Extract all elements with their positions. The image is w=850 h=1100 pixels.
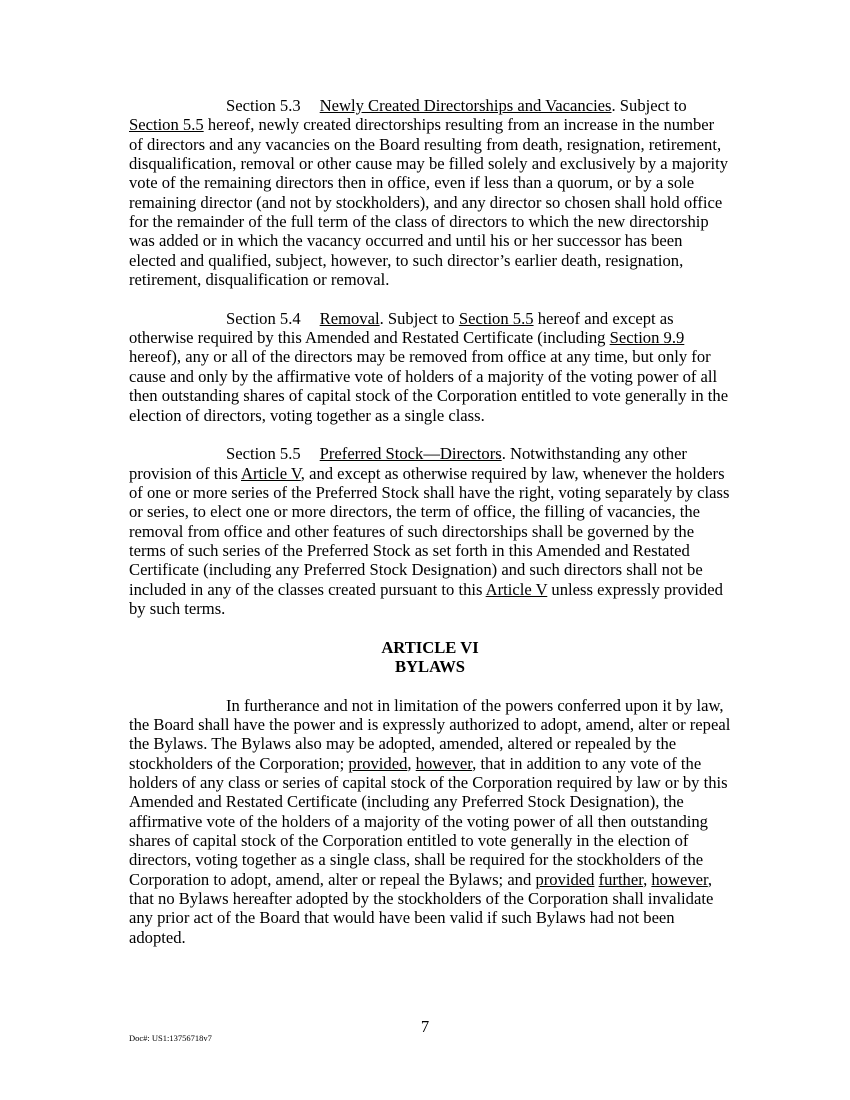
text-segment: Section 5.4 bbox=[226, 308, 301, 328]
underlined-text-segment: Article V bbox=[485, 579, 548, 599]
text-segment: . Subject to bbox=[379, 308, 459, 328]
text-segment: , bbox=[643, 869, 652, 889]
paragraph-article-vi-body bbox=[129, 696, 731, 947]
paragraph-section-5-4 bbox=[129, 309, 731, 425]
text-segment: Section 5.5 bbox=[226, 444, 301, 464]
text-segment: , bbox=[407, 753, 416, 773]
text-segment: , that no Bylaws hereafter adopted by the stockholders of the Corporation shall invalidate any prior act of the Board that would have been valid if such Bylaws had not been adopted. bbox=[129, 869, 714, 947]
article-vi-heading bbox=[129, 638, 731, 677]
underlined-text-segment: however bbox=[415, 753, 473, 773]
underlined-text-segment: Article V bbox=[241, 463, 301, 483]
underlined-text-segment: Section 9.9 bbox=[609, 328, 685, 348]
underlined-text-segment: further bbox=[598, 869, 644, 889]
text-segment: , that in addition to any vote of the holders of any class or series of capital stock of the Corporation required by law or by this Amended and Restated Certificate (including any Preferred Stock Designation), the affirmative vote of the holders of a majority of the voting power of all then outstanding shares of capital stock of the Corporation entitled to vote generally in the election of directors, voting together as a single class, shall be required for the stockholders of the Corporation to adopt, amend, alter or repeal the Bylaws; and bbox=[129, 753, 728, 889]
text-segment: In furtherance and not in limitation of the powers conferred upon it by law, the Board shall have the power and is expressly authorized to adopt, amend, alter or repeal the Bylaws. The Bylaws also may be adopted, amended, altered or repealed by the stockholders of the Corporation; bbox=[129, 695, 731, 773]
underlined-text-segment: provided bbox=[535, 869, 595, 889]
text-segment: . Notwithstanding any other provision of this bbox=[129, 444, 687, 483]
text-segment: . Subject to bbox=[611, 96, 687, 115]
text-segment: unless expressly provided by such terms. bbox=[129, 579, 723, 618]
paragraph-section-5-3 bbox=[129, 96, 731, 289]
underlined-text-segment: Preferred Stock—Directors bbox=[319, 444, 502, 464]
page-number: 7 bbox=[420, 1017, 430, 1036]
underlined-text-segment: Section 5.5 bbox=[458, 308, 534, 328]
text-segment: Section 5.3 bbox=[226, 96, 301, 115]
underlined-text-segment: Newly Created Directorships and Vacancies bbox=[319, 96, 612, 115]
text-segment: hereof, newly created directorships resulting from an increase in the number of directors and any vacancies on the Board resulting from death, resignation, retirement, disqualification, removal or other cause may be filled solely and exclusively by a majority vote of the remaining directors then in office, even if less than a quorum, or by a sole remaining director (and not by stockholders), and any director so chosen shall hold office for the remainder of the full term of the class of directors to which the new directorship was added or in which the vacancy occurred and until his or her successor has been elected and qualified, subject, however, to such director’s earlier death, resignation, retirement, disqualification or removal. bbox=[129, 115, 729, 290]
underlined-text-segment: provided bbox=[348, 753, 408, 773]
doc-id-footer: Doc#: US1:13756718v7 bbox=[129, 1033, 212, 1043]
article-subtitle: BYLAWS bbox=[394, 656, 466, 676]
text-segment: hereof and except as otherwise required by this Amended and Restated Certificate (including bbox=[129, 308, 674, 348]
underlined-text-segment: Section 5.5 bbox=[129, 115, 204, 135]
document-body bbox=[129, 96, 731, 966]
article-title: ARTICLE VI bbox=[381, 637, 479, 657]
underlined-text-segment: however bbox=[651, 869, 708, 889]
text-segment: , and except as otherwise required by law, whenever the holders of one or more series of the Preferred Stock shall have the right, voting separately by class or series, to elect one or more directors, the term of office, the filling of vacancies, the removal from office and other features of such directorships shall be governed by the terms of such series of the Preferred Stock as set forth in this Amended and Restated Certificate (including any Preferred Stock Designation) and such directors shall not be included in any of the classes created pursuant to this bbox=[129, 463, 730, 599]
text-segment: hereof), any or all of the directors may be removed from office at any time, but only for cause and only by the affirmative vote of holders of a majority of the voting power of all then outstanding shares of capital stock of the Corporation entitled to vote generally in the election of directors, voting together as a single class. bbox=[129, 347, 729, 425]
paragraph-section-5-5 bbox=[129, 444, 731, 618]
underlined-text-segment: Removal bbox=[319, 308, 380, 328]
